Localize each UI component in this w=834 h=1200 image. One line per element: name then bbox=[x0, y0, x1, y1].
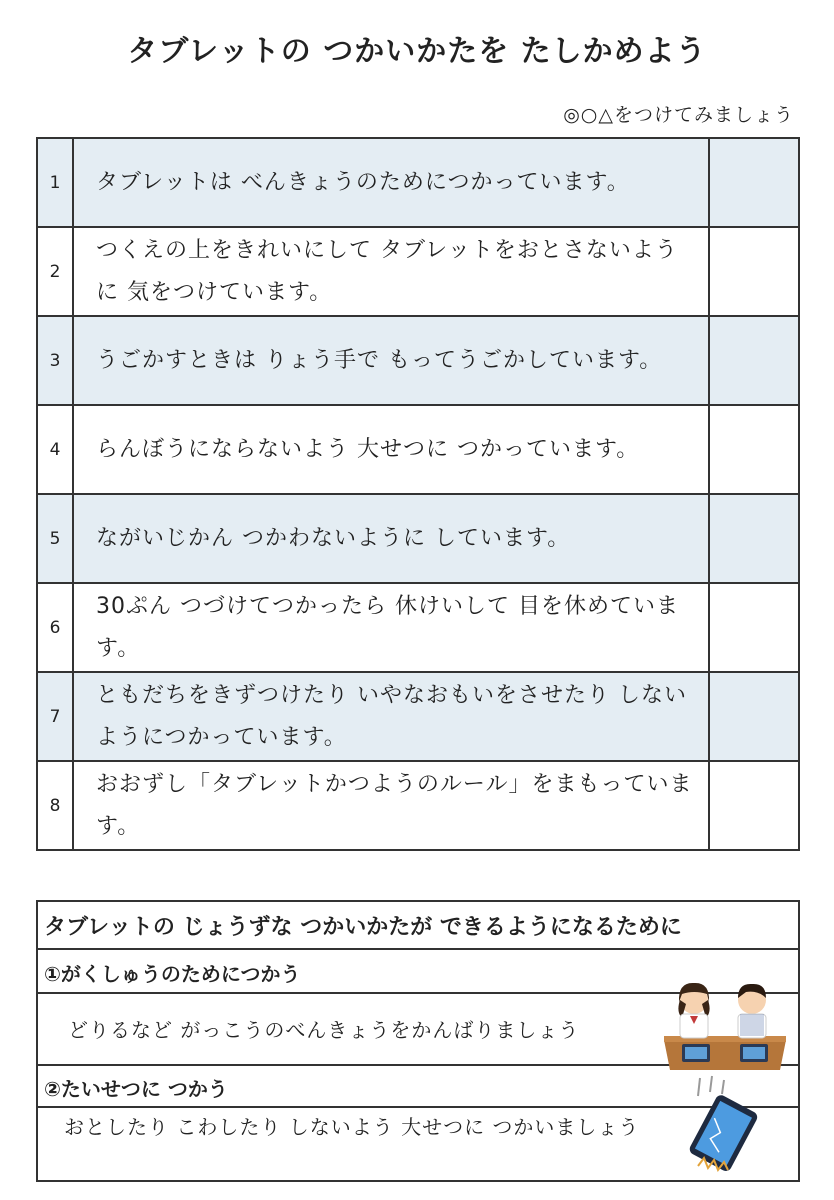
mark-cell[interactable] bbox=[709, 494, 799, 583]
row-number: 7 bbox=[37, 672, 73, 761]
row-text: つくえの上をきれいにして タブレットをおとさないように 気をつけています。 bbox=[73, 227, 709, 316]
tips-section2-heading: ②たいせつに つかう bbox=[38, 1066, 798, 1108]
row-text: ともだちをきずつけたり いやなおもいをさせたり しないようにつかっています。 bbox=[73, 672, 709, 761]
checklist-row bbox=[37, 316, 799, 405]
row-text: タブレットは べんきょうのためにつかっています。 bbox=[73, 138, 709, 227]
row-text: おおずし「タブレットかつようのルール」をまもっています。 bbox=[73, 761, 709, 850]
row-text: ながいじかん つかわないように しています。 bbox=[73, 494, 709, 583]
checklist-row bbox=[37, 672, 799, 761]
row-number: 5 bbox=[37, 494, 73, 583]
row-text: らんぼうにならないよう 大せつに つかっています。 bbox=[73, 405, 709, 494]
instruction-text: ◎○△をつけてみましょう bbox=[563, 104, 794, 126]
checklist-table bbox=[36, 137, 800, 851]
page-title: タブレットの つかいかたを たしかめよう bbox=[127, 34, 707, 69]
tips-title: タブレットの じょうずな つかいかたが できるようになるために bbox=[38, 902, 798, 950]
row-text: うごかすときは りょう手で もってうごかしています。 bbox=[73, 316, 709, 405]
mark-cell[interactable] bbox=[709, 583, 799, 672]
mark-cell[interactable] bbox=[709, 405, 799, 494]
mark-cell[interactable] bbox=[709, 761, 799, 850]
tips-section1-body: どりるなど がっこうのべんきょうをかんばりましょう bbox=[38, 994, 798, 1066]
mark-cell[interactable] bbox=[709, 227, 799, 316]
checklist-row bbox=[37, 138, 799, 227]
row-number: 6 bbox=[37, 583, 73, 672]
tips-section1-heading: ①がくしゅうのためにつかう bbox=[38, 950, 798, 994]
mark-cell[interactable] bbox=[709, 316, 799, 405]
checklist-row bbox=[37, 405, 799, 494]
row-number: 4 bbox=[37, 405, 73, 494]
checklist-row bbox=[37, 494, 799, 583]
falling-tablet-illustration-icon bbox=[678, 1074, 768, 1174]
row-number: 2 bbox=[37, 227, 73, 316]
mark-cell[interactable] bbox=[709, 672, 799, 761]
students-at-desk-illustration-icon bbox=[660, 978, 790, 1072]
row-number: 1 bbox=[37, 138, 73, 227]
tips-section2-body: おとしたり こわしたり しないよう 大せつに つかいましょう bbox=[64, 1115, 640, 1139]
checklist-row bbox=[37, 227, 799, 316]
row-text: 30ぷん つづけてつかったら 休けいして 目を休めています。 bbox=[73, 583, 709, 672]
checklist-row bbox=[37, 583, 799, 672]
row-number: 3 bbox=[37, 316, 73, 405]
mark-cell[interactable] bbox=[709, 138, 799, 227]
row-number: 8 bbox=[37, 761, 73, 850]
checklist-row bbox=[37, 761, 799, 850]
